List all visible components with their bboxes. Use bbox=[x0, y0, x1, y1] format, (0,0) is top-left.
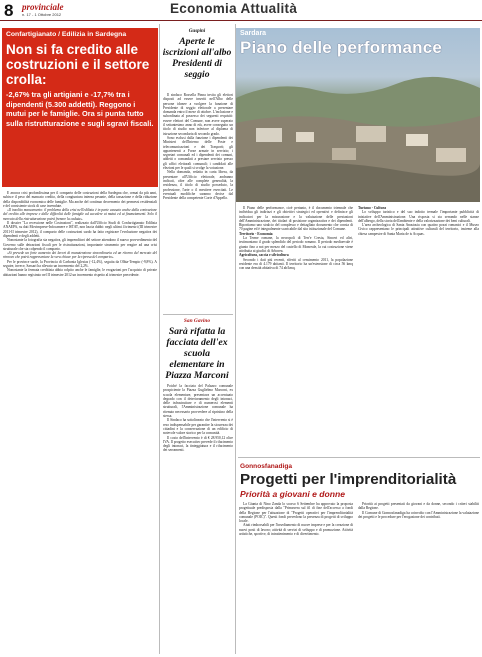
article-title: Piano delle performance bbox=[240, 38, 443, 57]
paragraph: Nella domanda, redatta in carta libera, da presentare all'Ufficio elettorale, andranno indicati, oltre alle complete generalità, la residenza, il titolo di studio posseduto, la professione, l'arte o il mestiere esercitati. Le eventuali modifiche saranno decise dal Presidente della competente Corte d'Appello. bbox=[163, 170, 233, 201]
newspaper-logo: provinciale bbox=[22, 2, 64, 12]
article-body-continued bbox=[358, 206, 479, 454]
article-subtitle: -2,67% tra gli artigiani e -17,7% tra i dipendenti (5.300 addetti). Reggono i mutui per le famiglie. Ora si punta tutto sulla ristrutturazione e sugli sgravi fiscali. bbox=[6, 90, 154, 128]
article-body bbox=[163, 93, 233, 311]
article-kicker: Sardara bbox=[240, 30, 267, 37]
paragraph: Il Piano delle performance, cioè pertanto, è il documento triennale che individua gli indirizzi e gli obiettivi strategici ed operativi e definisce gli indicatori per la misurazione e la valutazione delle prestazioni dell'Amministrazione, dei titolari di posizione organizzativa e dei dipendenti. Riportiamo uno stralcio del complesso e dettagliato documento che consta di 70 pagine ed è integralmente scaricabile dal sito istituzionale del Comune. bbox=[239, 206, 353, 232]
paragraph: «Il insolito mancamento: il problema della crisi nell'edilizia è in parte causato anche dalla contrazione del credito alle imprese e dalle difficoltà delle famiglie ad accedere ai mutui ed ai finanziamenti. Solo il mercato della ristrutturazione potrà frenare la caduta». bbox=[3, 208, 157, 221]
article-title: Aperte le iscrizioni all'albo Presidenti di seggio bbox=[162, 36, 232, 80]
article-kicker: Gonnosfanadiga bbox=[240, 463, 293, 470]
paragraph: Sono esclusi dalla funzione i dipendenti dei Ministeri dell'Interno delle Poste e telecomunicazioni e dei Trasporti; gli appartenenti a Forze armate in servizio; i segretari comunali ed i dipendenti dei comuni, addetti o comandati a prestare servizio presso gli uffici elettorali comunali; i candidati alle elezioni per le quali si svolge la votazione. bbox=[163, 135, 233, 171]
paragraph: Aiuti rimborsabili per l'insediamento di nuove imprese e per la creazione di nuovi posti di lavoro; attività di servizi di sviluppo e di promozione. Attività artistiche, sportive, di intrattenimento e di divertimento. bbox=[239, 523, 353, 537]
divider bbox=[238, 457, 480, 458]
paragraph: La Terme romane, la necropoli di Terr'e Cresia, Sinceri ed altri, testimoniano il grado splendido del periodo romano. Il periodo medioevale è giunto fino a noi per mezzo del castello di Monreale, la cui costruzione viene attribuita ai giudici di Arborea. bbox=[239, 236, 353, 253]
paragraph: «Si prevede un forte aumento dei lavori di manutenzione straordinaria ed un ritorno del mercato del rinnovo che potrà rappresentare la vera chiave per la ripresa del comparto». bbox=[3, 251, 157, 260]
paragraph: Il Comune di Gonnosfanadiga ha coinvolto con l'Amministrazione la valutazione dei progetti e le procedure per l'erogazione dei contributi. bbox=[358, 510, 479, 519]
article-subtitle: Priorità a giovani e donne bbox=[240, 489, 346, 499]
subheading: Agricoltura, caccia e silvicoltura bbox=[239, 253, 289, 258]
article-body bbox=[239, 502, 353, 654]
article-title: Sarà rifatta la facciata dell'ex scuola elementare in Piazza Marconi bbox=[165, 326, 229, 381]
article-title: Progetti per l'imprenditorialità bbox=[240, 471, 457, 488]
paragraph: Nonostante la fermata creditizia abbia colpito anche le famiglie, le erogazioni per l'acquisto di private abitazioni hanno registrato nel II trimestre 2012 un incremento rispetto al trimestre precedente. bbox=[3, 268, 157, 277]
page-number: 8 bbox=[4, 1, 14, 20]
paragraph: Il sindaco Rossella Pinna invita gli elettori disposti ad essere inseriti nell'Albo delle persone idonee a svolgere la funzione di Presidente di seggio elettorale a presentare domanda entro il mese di ottobre. L'inclusione e subordinata al possesso dei seguenti requisiti: essere elettori del Comune, non avere superato il settantesimo anno di età, avere conseguito un titolo di studio non inferiore al diploma di istruzione secondaria di secondo grado. bbox=[163, 93, 233, 136]
paragraph: E ancora crisi profondissima per il comparto delle costruzioni della Sardegna che, ormai da più anni, subisce il peso del mancato credito, della congiuntura interna pesante, della tassazione e della riduzione della disponibilità economica delle famiglie. Ma anche del continuo decremento dei permessi residenziali e del consistente stock di case invendute. bbox=[3, 191, 157, 208]
paragraph: Il dossier "La recessione nelle Costruzioni", realizzato dall'Ufficio Studi di Confartigianato Edilizia ANAEPA, su dati Movimprese-Infocamere e ISTAT, non lascia dubbi: negli ultimi 4 trimestri (III trimestre 2011-II trimestre 2012), il comparto delle costruzioni sardo ha fatto registrare l'evoluzione negativa dei dipendenti e degli addetti. bbox=[3, 221, 157, 238]
subheading: Turismo - Cultura bbox=[358, 206, 387, 210]
article-kicker: Confartigianato / Edilizia in Sardegna bbox=[6, 31, 127, 38]
article-body-continued bbox=[358, 502, 479, 654]
divider bbox=[163, 314, 233, 315]
column-divider bbox=[159, 24, 160, 654]
paragraph: Il Sindaco ha sottolineato che l'intervento si è reso indispensabile per garantire la sicurezza dei cittadini e la conservazione di un edificio di notevole valore storico per la comunità. bbox=[163, 418, 233, 436]
article-kicker: Guspini bbox=[188, 29, 206, 34]
section-title: Economia Attualità bbox=[170, 1, 298, 16]
paragraph: L'area archeologica di Santa Anastasia con quattro pozzi romanici e il Museo Civico rappresentano le principali attrattive culturali del territorio, insieme alla chiesa campestre di Santa Maria de is Acquas. bbox=[358, 223, 479, 236]
article-title: Non si fa credito alle costruzioni e il settore crolla: bbox=[6, 42, 150, 87]
paragraph: Poiché la facciata del Palazzo comunale prospiciente la Piazza Guglielmo Marconi, ex scuola elementare, presentava un accentuato degrado con il deterioramento degli intonaci, delle infrastrutture e di numerosi elementi strutturali, l'Amministrazione comunale ha ritenuto necessario provvedere al ripristino della stessa. bbox=[163, 384, 233, 419]
article-body bbox=[239, 206, 353, 454]
paragraph: Per le province sarde, la Provincia di Carbonia Iglesias (-12,4%), seguita da Olbia-Tempio (-9,8%). A seguire, invece, Sassari ha rilevato un incremento del 2,2%. bbox=[3, 259, 157, 269]
paragraph: Secondo i dati più recenti, riferiti al censimento 2011, la popolazione residente era di 4.179 abitanti. Il territorio ha un'estensione di circa 56 kmq con una densità abitativa di 74 ab/kmq. bbox=[239, 257, 353, 271]
paragraph: Priorità ai progetti presentati da giovani e da donne, secondo i criteri stabiliti dalla Regione. bbox=[358, 502, 479, 511]
paragraph: Lo sviluppo turistico e del suo indotto termale l'importante pubblicità di iniziative dell'Amministrazione. Una risposta si sta serrando nelle stanze dell'albergo, della storia dell'ambiente e della valorizzazione dei beni culturali. bbox=[358, 210, 479, 223]
issue-info: n. 17 - 1 Ottobre 2012 bbox=[22, 12, 62, 17]
article-kicker: San Gavino bbox=[183, 318, 211, 324]
paragraph: Nonostante la fotografia sia negativa, gli imprenditori del settore attendono il nuovo provvedimento del Governo sulle detrazioni fiscali per le ristrutturazioni, importante strumento per reagire ad una crisi strutturale che sta colpendo il comparto. bbox=[3, 238, 157, 251]
paragraph: La Giunta di Nino Zanda lo scorso 6 Settembre ha approvato la proposta progettuale predisposta dalla "Primavera sul fil di fine dell'accesso a fondi della Regione per l'attuazione di "Progetti operativi per l'imprenditorialità comunale (POIC)". Questi fondi prevedono la presenza di progetti di sviluppo locale. bbox=[239, 502, 353, 524]
article-body bbox=[163, 384, 233, 654]
paragraph: Il costo dell'intervento è di € 28.950,12 oltre IVA. Il progetto esecutivo prevede il rifacimento degli intonaci, la tinteggiatura e il rifacimento dei serramenti. bbox=[163, 435, 233, 453]
subheading: Territorio - Economia bbox=[239, 231, 273, 236]
article-body bbox=[3, 191, 157, 653]
